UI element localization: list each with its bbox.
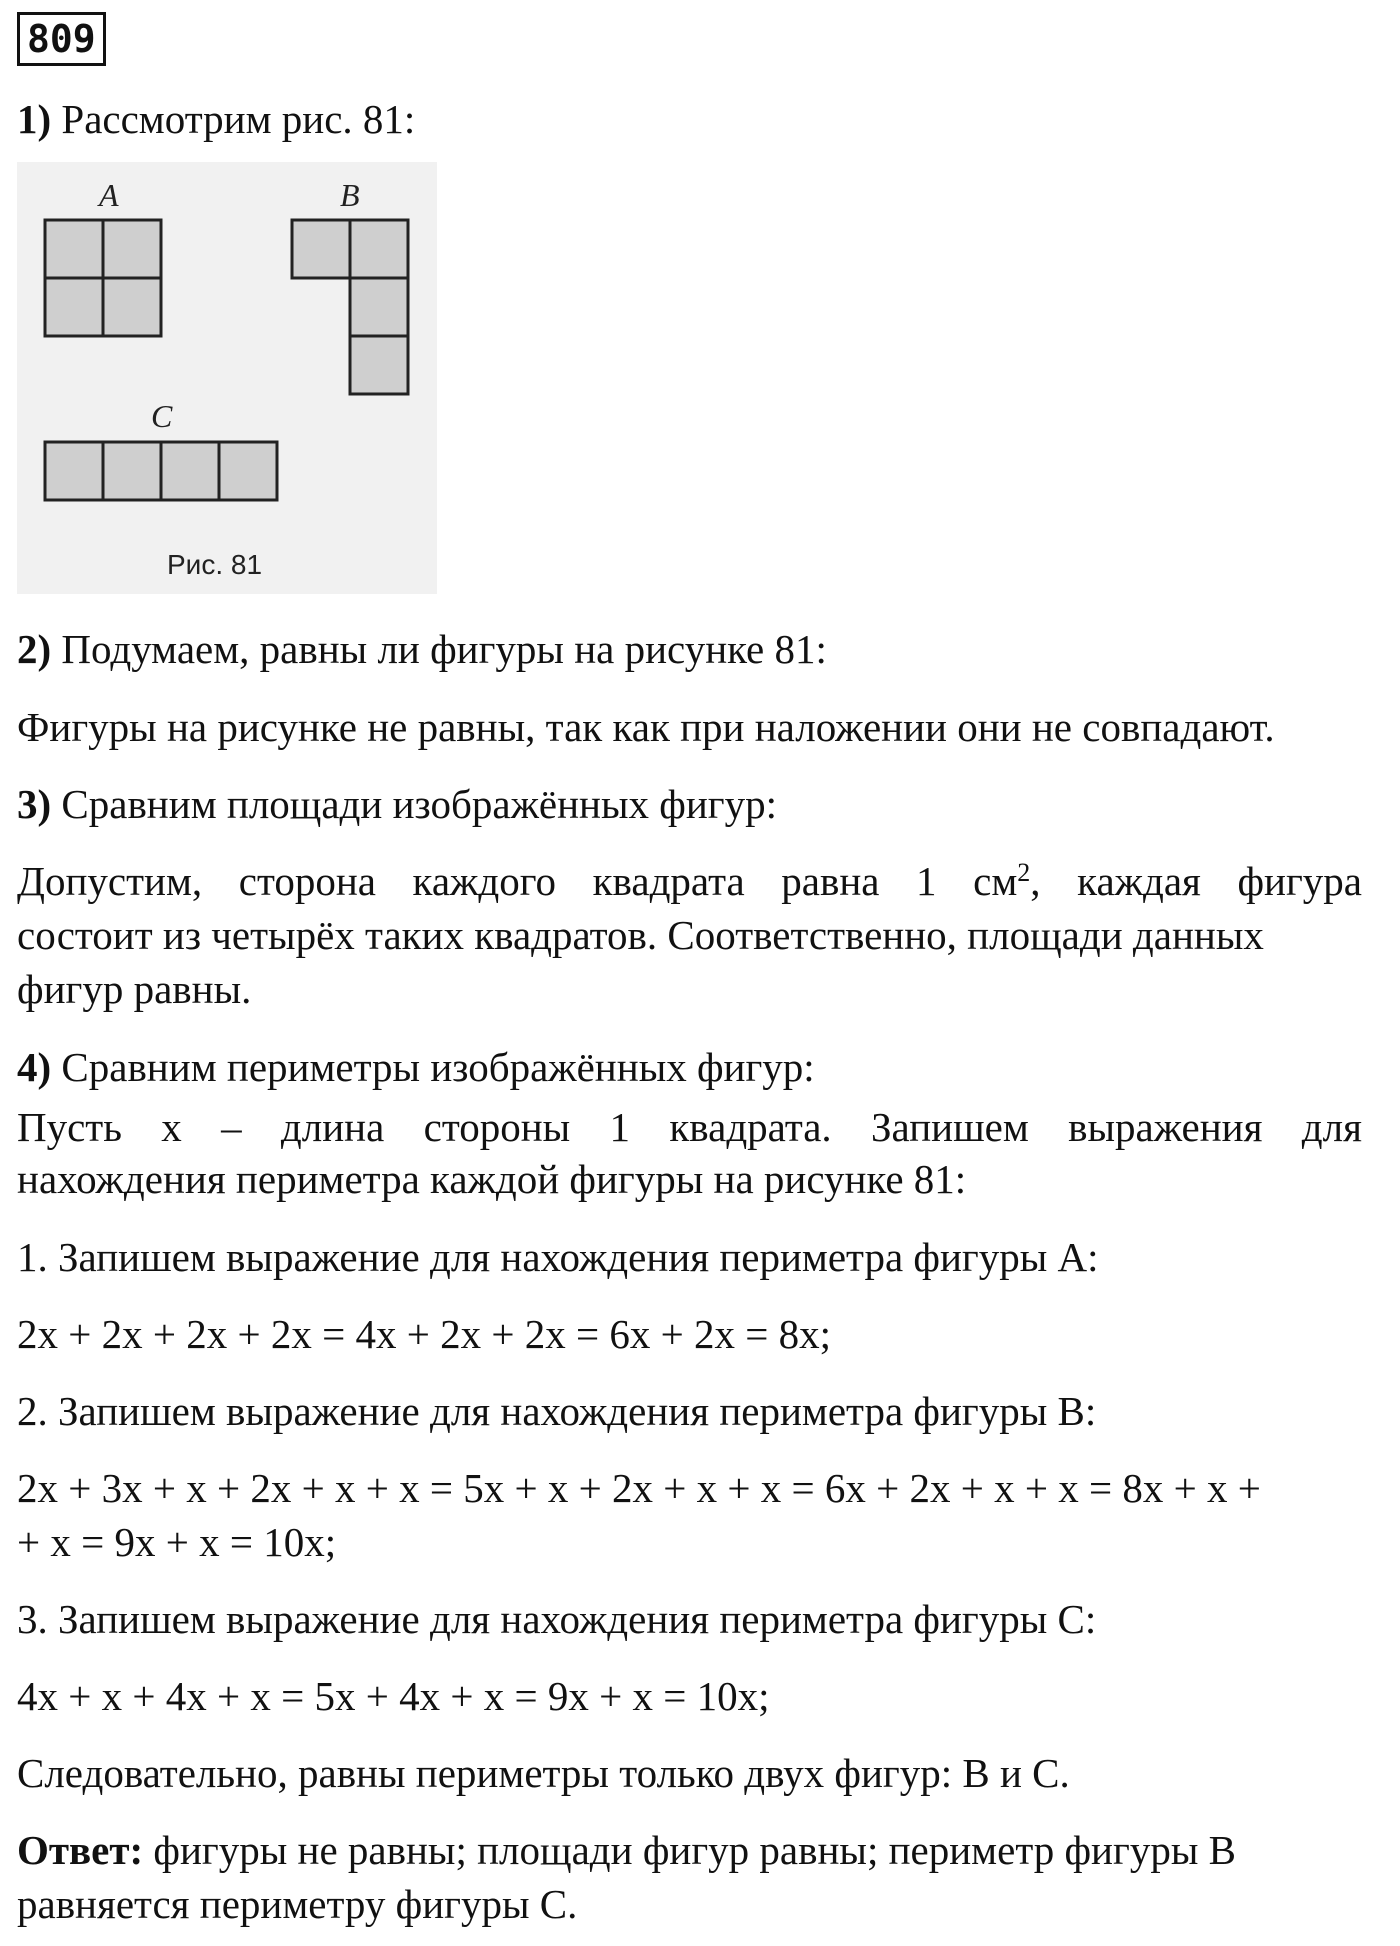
step2-answer: Фигуры на рисунке не равны, так как при наложении они не совпадают. [17,704,1275,750]
answer-text: фигуры не равны; площади фигур равны; периметр фигуры В [143,1827,1236,1873]
step4-intro-line1: Пусть x – длина стороны 1 квадрата. Запишем выражения для [17,1104,1362,1150]
figure-b-cell-2 [350,220,408,278]
figure-c-title: 3. Запишем выражение для нахождения периметра фигуры С: [17,1596,1097,1642]
figure-c-cell-4 [219,442,277,500]
figure-c-cell-1 [45,442,103,500]
step3-line [17,777,1362,831]
step2-line [17,622,1362,676]
step3-line1-sup: 2 [1017,858,1031,887]
step3-paragraph-line2: состоит из четырёх таких квадратов. Соответственно, площади данных [17,912,1264,958]
answer-label: Ответ: [17,1827,144,1873]
step3-text: Сравним площади изображённых фигур: [51,781,777,827]
figure-b-cell-4 [350,336,408,394]
step3-paragraph-line1 [17,854,1362,908]
step3-line1-b: , каждая фигура [1030,858,1362,904]
figure-a-expression: 2x + 2x + 2x + 2x = 4x + 2x + 2x = 6x + 2x = 8x; [17,1311,831,1357]
figure-81 [17,162,437,594]
step4-intro-line2: нахождения периметра каждой фигуры на рисунке 81: [17,1156,967,1202]
step4-number: 4) [17,1044,52,1090]
figure-b-expression-line2: + x = 9x + x = 10x; [17,1519,337,1565]
figure-shapes [45,220,408,500]
step2-text: Подумаем, равны ли фигуры на рисунке 81: [51,626,827,672]
step2-number: 2) [17,626,52,672]
figure-label-a: A [99,177,119,213]
figure-caption: Рис. 81 [167,549,263,580]
step1-text: Рассмотрим рис. 81: [51,96,416,142]
figure-label-b: B [340,177,360,213]
answer-line1 [17,1823,1362,1877]
step4-text: Сравним периметры изображённых фигур: [51,1044,815,1090]
step3-paragraph-line3: фигур равны. [17,966,252,1012]
figure-label-c: C [151,398,173,434]
figure-c-expression: 4x + x + 4x + x = 5x + 4x + x = 9x + x = 10x; [17,1673,770,1719]
figure-a-cell-3 [45,278,103,336]
task-number-badge: 809 [17,12,106,66]
figure-a-cell-2 [103,220,161,278]
figure-a-cell-4 [103,278,161,336]
figure-b-cell-3 [350,278,408,336]
step1-number: 1) [17,96,52,142]
figure-a-cell-1 [45,220,103,278]
step3-number: 3) [17,781,52,827]
figure-b-title: 2. Запишем выражение для нахождения периметра фигуры В: [17,1388,1097,1434]
answer-line2: равняется периметру фигуры С. [17,1881,578,1927]
figure-b-expression-line1: 2x + 3x + x + 2x + x + x = 5x + x + 2x + x + x = 6x + 2x + x + x = 8x + x + [17,1465,1261,1511]
step3-line1-a: Допустим, сторона каждого квадрата равна 1 см [17,858,1018,904]
figure-a-title: 1. Запишем выражение для нахождения периметра фигуры А: [17,1234,1099,1280]
figure-81-drawing [17,162,437,594]
step1-line [17,92,1362,146]
step4-line [17,1040,1362,1094]
figure-b-cell-1 [292,220,350,278]
figure-c-cell-2 [103,442,161,500]
figure-c-cell-3 [161,442,219,500]
conclusion: Следовательно, равны периметры только двух фигур: В и С. [17,1750,1070,1796]
